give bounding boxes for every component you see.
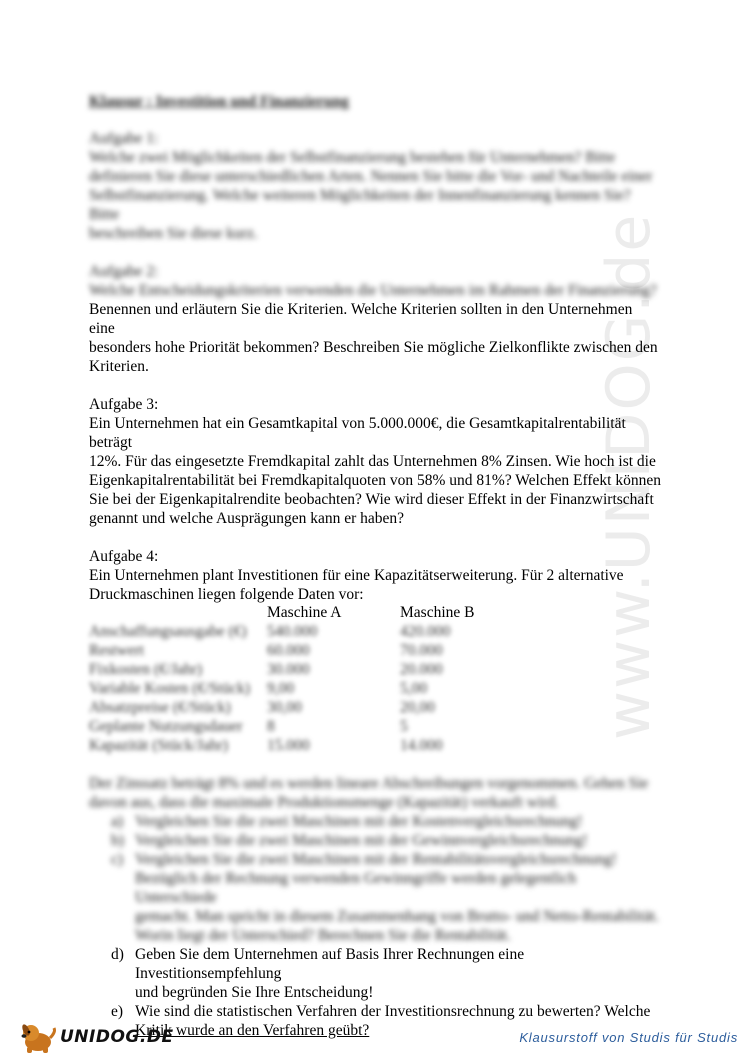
task-1-line: beschreiben Sie diese kurz. — [89, 225, 258, 242]
table-cell: Absatzpreise (€/Stück) — [89, 699, 231, 716]
task-3-line: genannt und welche Ausprägungen kann er haben? — [89, 510, 405, 527]
task-2-line: Welche Entscheidungskriterien verwenden die Unternehmen im Rahmen der Finanzierung? — [89, 282, 657, 299]
task-2 — [89, 262, 661, 376]
subtask-line: und begründen Sie Ihre Entscheidung! — [135, 984, 374, 1001]
task-4-line: Ein Unternehmen plant Investitionen für eine Kapazitätserweiterung. Für 2 alternative — [89, 567, 624, 584]
subtask-letter: e) — [111, 1003, 124, 1020]
table-cell: 420.000 — [400, 623, 451, 640]
subtask-line: Bezüglich der Rechnung verwenden Gewinngriffe werden gelegentlich Unterschiede — [135, 870, 577, 906]
table-header-cell: Maschine A — [267, 604, 342, 621]
task-4-line: Druckmaschinen liegen folgende Daten vor: — [89, 586, 364, 603]
document-content — [89, 92, 664, 1059]
table-header-row — [89, 603, 520, 622]
subtask-line: gemacht. Man spricht in diesem Zusammenhang von Brutto- und Netto-Rentabilität. — [135, 908, 659, 925]
subtask-letter: c) — [111, 851, 124, 868]
table-row — [89, 660, 520, 679]
task-4 — [89, 547, 661, 1040]
unidog-logo[interactable] — [18, 1020, 174, 1054]
table-cell: 60.000 — [267, 642, 310, 659]
task-3-line: Ein Unternehmen hat ein Gesamtkapital von 5.000.000€, die Gesamtkapitalrentabilität beträgt — [89, 415, 626, 451]
table-cell: 5 — [400, 718, 408, 735]
subtask-line: Wie sind die statistischen Verfahren der Investitionsrechnung zu bewerten? Welche — [135, 1003, 651, 1020]
subtask-list — [89, 812, 661, 1040]
subtask-b — [89, 831, 661, 850]
table-cell: 5,00 — [400, 680, 428, 697]
table-row — [89, 736, 520, 755]
task-2-line: Benennen und erläutern Sie die Kriterien. Welche Kriterien sollten in den Unternehmen eine — [89, 301, 633, 337]
task-3-line: 12%. Für das eingesetzte Fremdkapital zahlt das Unternehmen 8% Zinsen. Wie hoch ist die — [89, 453, 656, 470]
subtask-c — [89, 850, 661, 945]
subtask-line: Geben Sie dem Unternehmen auf Basis Ihrer Rechnungen eine Investitionsempfehlung — [135, 946, 525, 982]
table-cell: Fixkosten (€/Jahr) — [89, 661, 203, 678]
task-2-line: Kriterien. — [89, 358, 149, 375]
table-cell: 8 — [267, 718, 275, 735]
table-cell: 14.000 — [400, 737, 443, 754]
table-cell: 15.000 — [267, 737, 310, 754]
table-cell: 20,00 — [400, 699, 435, 716]
task-1 — [89, 129, 661, 243]
subtask-line: Vergleichen Sie die zwei Maschinen mit der Gewinnvergleichsrechnung! — [135, 832, 588, 849]
table-header-cell: Maschine B — [400, 604, 475, 621]
table-cell: Kapazität (Stück/Jahr) — [89, 737, 229, 754]
table-cell: Anschaffungsausgabe (€) — [89, 623, 247, 640]
task-1-line: Selbstfinanzierung. Welche weiteren Möglichkeiten der Innenfinanzierung kennen Sie? Bitte — [89, 187, 631, 223]
table-row — [89, 717, 520, 736]
table-row — [89, 698, 520, 717]
task-4-paragraph-line: Der Zinssatz beträgt 8% und es werden lineare Abschreibungen vorgenommen. Gehen Sie — [89, 775, 649, 792]
watermark-text: www.UNIDOG.de — [594, 212, 664, 740]
document-title: Klausur : Investition und Finanzierung — [89, 93, 349, 110]
task-1-line: definieren Sie diese unterschiedlichen Arten. Nennen Sie bitte die Vor- und Nachteile einer — [89, 168, 653, 185]
table-cell: 30,00 — [267, 699, 302, 716]
footer-tagline: Klausurstoff von Studis für Studis — [519, 1030, 738, 1045]
table-row — [89, 622, 520, 641]
task-4-heading: Aufgabe 4: — [89, 548, 159, 565]
table-cell: 20.000 — [400, 661, 443, 678]
task-3-heading: Aufgabe 3: — [89, 396, 159, 413]
table-row — [89, 679, 520, 698]
table-header-cell — [89, 603, 267, 622]
table-row — [89, 641, 520, 660]
task-2-heading: Aufgabe 2: — [89, 263, 159, 280]
table-cell: 9,00 — [267, 680, 295, 697]
subtask-letter: b) — [111, 832, 124, 849]
subtask-letter: d) — [111, 946, 124, 963]
task-1-heading: Aufgabe 1: — [89, 130, 159, 147]
subtask-d — [89, 945, 661, 1002]
subtask-line: Vergleichen Sie die zwei Maschinen mit der Kostenvergleichsrechnung! — [135, 813, 583, 830]
task-3-line: Eigenkapitalrentabilität bei Fremdkapitalquoten von 58% und 81%? Welchen Effekt können — [89, 472, 661, 489]
table-cell: 70.000 — [400, 642, 443, 659]
table-cell: Geplante Nutzungsdauer — [89, 718, 243, 735]
table-cell: 540.000 — [267, 623, 318, 640]
subtask-a — [89, 812, 661, 831]
table-cell: Variable Kosten (€/Stück) — [89, 680, 250, 697]
subtask-line: Worin liegt der Unterschied? Berechnen Sie die Rentabilität. — [135, 927, 511, 944]
task-3 — [89, 395, 661, 528]
task-4-paragraph-line: davon aus, dass die maximale Produktionsmenge (Kapazität) verkauft wird. — [89, 794, 560, 811]
subtask-letter: a) — [111, 813, 124, 830]
subtask-line: Vergleichen Sie die zwei Maschinen mit der Rentabilitätsvergleichsrechnung! — [135, 851, 617, 868]
task-1-line: Welche zwei Möglichkeiten der Selbstfinanzierung bestehen für Unternehmen? Bitte — [89, 149, 616, 166]
logo-text: UNIDOG.DE — [60, 1026, 174, 1047]
task-2-line: besonders hohe Priorität bekommen? Beschreiben Sie mögliche Zielkonflikte zwischen den — [89, 339, 658, 356]
table-cell: Restwert — [89, 642, 145, 659]
machine-data-table — [89, 603, 520, 755]
task-3-line: Sie bei der Eigenkapitalrendite beobachten? Wie wird dieser Effekt in der Finanzwirtschaft — [89, 491, 654, 508]
subtask-line-underlined: Kritik wurde an den Verfahren geübt? — [135, 1022, 370, 1039]
table-cell: 30.000 — [267, 661, 310, 678]
dog-mascot-icon — [18, 1020, 58, 1054]
